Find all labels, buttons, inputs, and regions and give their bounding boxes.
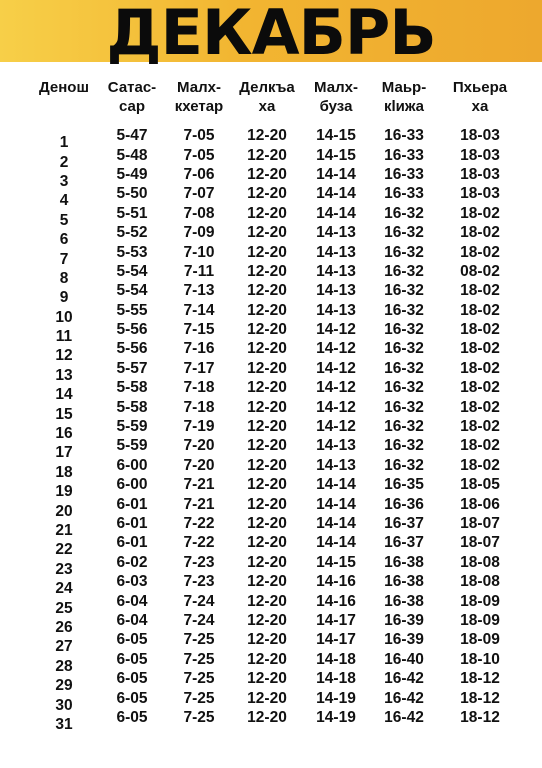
maghrib-time-cell: 16-32	[384, 282, 424, 300]
table-row	[30, 436, 522, 455]
maghrib-time-cell: 16-32	[384, 398, 424, 416]
dhuhr-time-cell: 12-20	[247, 243, 287, 261]
maghrib-time-cell: 16-39	[384, 611, 424, 629]
dhuhr-time-cell: 12-20	[247, 650, 287, 668]
sunrise-time-cell: 7-25	[183, 708, 215, 726]
isha-time-cell: 18-08	[460, 573, 500, 591]
maghrib-time-cell: 16-33	[384, 185, 424, 203]
isha-time-cell: 18-10	[460, 650, 500, 668]
sunrise-time-cell: 7-05	[183, 146, 215, 164]
fajr-time-cell: 5-56	[116, 340, 148, 358]
fajr-time-cell: 5-53	[116, 243, 148, 261]
asr-time-cell: 14-12	[316, 321, 356, 339]
maghrib-time-cell: 16-32	[384, 437, 424, 455]
day-number: 11	[55, 328, 73, 346]
maghrib-time-cell: 16-39	[384, 631, 424, 649]
table-row	[30, 630, 522, 649]
day-number: 25	[55, 599, 73, 617]
asr-time-cell: 14-13	[316, 437, 356, 455]
day-number: 27	[55, 638, 73, 656]
fajr-time-cell: 5-51	[116, 204, 148, 222]
isha-time-cell: 18-07	[460, 515, 500, 532]
maghrib-time-cell: 16-38	[384, 592, 424, 610]
table-row	[30, 145, 522, 164]
sunrise-time-cell: 7-11	[183, 262, 215, 280]
maghrib-time-cell: 16-33	[384, 165, 424, 183]
day-number: 17	[55, 444, 73, 462]
asr-time-cell: 14-12	[316, 418, 356, 436]
asr-time-cell: 14-15	[316, 553, 356, 571]
fajr-time-cell: 6-04	[116, 592, 148, 610]
asr-time-cell: 14-15	[316, 146, 356, 164]
table-row	[30, 262, 522, 281]
table-row	[30, 669, 522, 688]
maghrib-time-cell: 16-37	[384, 534, 424, 552]
isha-column-header: Пхьера ха	[452, 79, 508, 115]
asr-time-cell: 14-14	[316, 165, 356, 183]
table-row	[30, 126, 522, 145]
asr-time-cell: 14-12	[316, 398, 356, 416]
table-body	[30, 126, 522, 733]
fajr-time-cell: 6-00	[116, 476, 148, 494]
dhuhr-time-cell: 12-20	[247, 689, 287, 707]
day-number: 15	[55, 405, 73, 423]
sunrise-time-cell: 7-18	[183, 379, 215, 397]
dhuhr-time-cell: 12-20	[247, 321, 287, 339]
sunrise-time-cell: 7-20	[183, 437, 215, 455]
isha-time-cell: 18-06	[460, 495, 500, 513]
day-number: 9	[59, 289, 69, 307]
isha-time-cell: 18-07	[460, 534, 500, 552]
day-number: 19	[55, 483, 73, 501]
dhuhr-time-cell: 12-20	[247, 476, 287, 494]
isha-time-cell: 18-02	[460, 224, 500, 242]
asr-time-cell: 14-12	[316, 359, 356, 377]
sunrise-time-cell: 7-24	[183, 611, 215, 629]
sunrise-time-cell: 7-22	[183, 515, 215, 532]
isha-time-cell: 18-09	[460, 611, 500, 629]
fajr-time-cell: 6-00	[116, 456, 148, 474]
dhuhr-time-cell: 12-20	[247, 204, 287, 222]
isha-time-cell: 18-08	[460, 553, 500, 571]
day-number: 4	[59, 192, 69, 210]
maghrib-time-cell: 16-37	[384, 515, 424, 532]
dhuhr-time-cell: 12-20	[247, 282, 287, 300]
asr-time-cell: 14-18	[316, 650, 356, 668]
day-number: 6	[59, 231, 69, 249]
fajr-time-cell: 6-05	[116, 670, 148, 688]
day-cell	[30, 126, 98, 152]
day-number: 21	[55, 522, 73, 539]
asr-time-cell: 14-17	[316, 631, 356, 649]
dhuhr-time-cell: 12-20	[247, 631, 287, 649]
table-row	[30, 611, 522, 630]
day-number: 8	[59, 269, 69, 287]
table-row	[30, 553, 522, 572]
maghrib-time-cell: 16-32	[384, 262, 424, 280]
day-number: 3	[59, 172, 69, 190]
dhuhr-time-cell: 12-20	[247, 340, 287, 358]
sunrise-time-cell: 7-06	[183, 165, 215, 183]
asr-time-cell: 14-15	[316, 127, 356, 145]
table-row	[30, 591, 522, 610]
asr-time-cell: 14-19	[316, 689, 356, 707]
sunrise-time-cell: 7-21	[183, 495, 215, 513]
page-title: ДЕКАБРЬ	[106, 0, 436, 69]
day-number: 16	[55, 425, 73, 443]
table-row	[30, 359, 522, 378]
sunrise-time-cell: 7-25	[183, 631, 215, 649]
dhuhr-time-cell: 12-20	[247, 495, 287, 513]
isha-time-cell: 18-02	[460, 243, 500, 261]
table-row	[30, 533, 522, 552]
day-number: 2	[59, 153, 69, 171]
table-row	[30, 650, 522, 669]
isha-time-cell: 18-05	[460, 476, 500, 494]
fajr-time-cell: 5-52	[116, 224, 148, 242]
maghrib-time-cell: 16-32	[384, 340, 424, 358]
asr-time-cell: 14-14	[316, 495, 356, 513]
asr-time-cell: 14-14	[316, 204, 356, 222]
asr-time-cell: 14-16	[316, 573, 356, 591]
table-row	[30, 339, 522, 358]
maghrib-time-cell: 16-38	[384, 573, 424, 591]
sunrise-time-cell: 7-15	[183, 321, 215, 339]
maghrib-time-cell: 16-42	[384, 689, 424, 707]
maghrib-column-header: Маьр- кlижа	[381, 79, 427, 115]
fajr-time-cell: 5-47	[116, 127, 148, 145]
maghrib-time-cell: 16-32	[384, 321, 424, 339]
fajr-time-cell: 5-55	[116, 301, 148, 319]
dhuhr-time-cell: 12-20	[247, 553, 287, 571]
sunrise-time-cell: 7-09	[183, 224, 215, 242]
sunrise-time-cell: 7-24	[183, 592, 215, 610]
isha-time-cell: 18-02	[460, 398, 500, 416]
asr-time-cell: 14-17	[316, 611, 356, 629]
day-number: 12	[55, 347, 73, 365]
asr-time-cell: 14-14	[316, 476, 356, 494]
fajr-time-cell: 5-56	[116, 321, 148, 339]
fajr-time-cell: 5-49	[116, 165, 148, 183]
table-row	[30, 378, 522, 397]
table-row	[30, 165, 522, 184]
dhuhr-time-cell: 12-20	[247, 573, 287, 591]
day-number: 18	[55, 463, 73, 481]
dhuhr-time-cell: 12-20	[247, 359, 287, 377]
fajr-time-cell: 5-59	[116, 418, 148, 436]
fajr-time-cell: 5-57	[116, 359, 148, 377]
maghrib-time-cell: 16-32	[384, 379, 424, 397]
asr-time-cell: 14-16	[316, 592, 356, 610]
sunrise-time-cell: 7-21	[183, 476, 215, 494]
dhuhr-time-cell: 12-20	[247, 127, 287, 145]
day-number: 26	[55, 618, 73, 636]
maghrib-time-cell: 16-32	[384, 224, 424, 242]
asr-column-header: Малх- буза	[314, 79, 358, 115]
sunrise-time-cell: 7-16	[183, 340, 215, 358]
asr-time-cell: 14-13	[316, 243, 356, 261]
fajr-time-cell: 6-05	[116, 689, 148, 707]
fajr-time-cell: 5-58	[116, 398, 148, 416]
table-row	[30, 708, 522, 727]
isha-time-cell: 18-02	[460, 321, 500, 339]
maghrib-time-cell: 16-42	[384, 708, 424, 726]
table-row	[30, 475, 522, 494]
fajr-time-cell: 5-48	[116, 146, 148, 164]
asr-time-cell: 14-13	[316, 301, 356, 319]
sunrise-time-cell: 7-07	[183, 185, 215, 203]
table-row	[30, 572, 522, 591]
isha-time-cell: 18-03	[460, 185, 500, 203]
dhuhr-time-cell: 12-20	[247, 534, 287, 552]
dhuhr-time-cell: 12-20	[247, 515, 287, 532]
day-number: 30	[55, 696, 73, 714]
table-row	[30, 514, 522, 533]
table-row	[30, 456, 522, 475]
asr-time-cell: 14-13	[316, 224, 356, 242]
dhuhr-time-cell: 12-20	[247, 146, 287, 164]
sunrise-time-cell: 7-20	[183, 456, 215, 474]
sunrise-time-cell: 7-17	[183, 359, 215, 377]
dhuhr-time-cell: 12-20	[247, 592, 287, 610]
day-number: 31	[55, 715, 73, 733]
sunrise-time-cell: 7-25	[183, 650, 215, 668]
table-row	[30, 417, 522, 436]
isha-time-cell: 18-02	[460, 379, 500, 397]
sunrise-time-cell: 7-05	[183, 127, 215, 145]
isha-time-cell: 18-03	[460, 165, 500, 183]
day-number: 5	[59, 211, 69, 229]
isha-time-cell: 18-02	[460, 359, 500, 377]
isha-time-cell: 18-02	[460, 456, 500, 474]
asr-time-cell: 14-14	[316, 515, 356, 532]
table-row	[30, 223, 522, 242]
isha-time-cell: 18-12	[460, 670, 500, 688]
fajr-time-cell: 5-58	[116, 379, 148, 397]
maghrib-time-cell: 16-33	[384, 146, 424, 164]
isha-time-cell: 18-02	[460, 340, 500, 358]
day-number: 7	[59, 250, 69, 268]
sunrise-time-cell: 7-23	[183, 573, 215, 591]
asr-time-cell: 14-12	[316, 340, 356, 358]
maghrib-time-cell: 16-40	[384, 650, 424, 668]
isha-time-cell: 18-02	[460, 282, 500, 300]
sunrise-time-cell: 7-08	[183, 204, 215, 222]
maghrib-time-cell: 16-42	[384, 670, 424, 688]
fajr-time-cell: 6-05	[116, 708, 148, 726]
day-number: 29	[55, 677, 73, 695]
day-number: 20	[55, 502, 73, 520]
asr-time-cell: 14-13	[316, 262, 356, 280]
fajr-time-cell: 6-04	[116, 611, 148, 629]
maghrib-time-cell: 16-32	[384, 456, 424, 474]
day-number: 22	[55, 541, 73, 559]
table-row	[30, 494, 522, 513]
dhuhr-time-cell: 12-20	[247, 398, 287, 416]
sunrise-column-header: Малх- кхетар	[174, 79, 224, 115]
dhuhr-time-cell: 12-20	[247, 165, 287, 183]
table-row	[30, 688, 522, 707]
sunrise-time-cell: 7-13	[183, 282, 215, 300]
isha-time-cell: 18-12	[460, 708, 500, 726]
isha-time-cell: 18-02	[460, 204, 500, 222]
maghrib-time-cell: 16-32	[384, 301, 424, 319]
dhuhr-time-cell: 12-20	[247, 437, 287, 455]
day-number: 1	[59, 134, 69, 152]
dhuhr-time-cell: 12-20	[247, 301, 287, 319]
asr-time-cell: 14-13	[316, 456, 356, 474]
sunrise-time-cell: 7-23	[183, 553, 215, 571]
fajr-column-header: Сатас- сар	[107, 79, 157, 115]
asr-time-cell: 14-19	[316, 708, 356, 726]
dhuhr-time-cell: 12-20	[247, 418, 287, 436]
maghrib-time-cell: 16-32	[384, 359, 424, 377]
table-row	[30, 242, 522, 261]
sunrise-time-cell: 7-25	[183, 670, 215, 688]
table-row	[30, 204, 522, 223]
maghrib-time-cell: 16-32	[384, 418, 424, 436]
dhuhr-time-cell: 12-20	[247, 224, 287, 242]
maghrib-time-cell: 16-32	[384, 243, 424, 261]
isha-time-cell: 18-03	[460, 127, 500, 145]
dhuhr-time-cell: 12-20	[247, 185, 287, 203]
asr-time-cell: 14-13	[316, 282, 356, 300]
day-number: 10	[55, 308, 73, 326]
day-column-header: Денош	[39, 79, 89, 96]
sunrise-time-cell: 7-14	[183, 301, 215, 319]
day-number: 28	[55, 657, 73, 675]
fajr-time-cell: 6-03	[116, 573, 148, 591]
sunrise-time-cell: 7-25	[183, 689, 215, 707]
asr-time-cell: 14-18	[316, 670, 356, 688]
dhuhr-time-cell: 12-20	[247, 708, 287, 726]
isha-time-cell: 18-09	[460, 631, 500, 649]
day-number: 23	[55, 560, 73, 578]
maghrib-time-cell: 16-36	[384, 495, 424, 513]
fajr-time-cell: 5-54	[116, 262, 148, 280]
fajr-time-cell: 5-50	[116, 185, 148, 203]
maghrib-time-cell: 16-33	[384, 127, 424, 145]
asr-time-cell: 14-14	[316, 185, 356, 203]
isha-time-cell: 18-12	[460, 689, 500, 707]
dhuhr-time-cell: 12-20	[247, 262, 287, 280]
dhuhr-time-cell: 12-20	[247, 456, 287, 474]
sunrise-time-cell: 7-22	[183, 534, 215, 552]
sunrise-time-cell: 7-18	[183, 398, 215, 416]
dhuhr-time-cell: 12-20	[247, 670, 287, 688]
table-header-row	[30, 76, 522, 126]
fajr-time-cell: 5-54	[116, 282, 148, 300]
isha-time-cell: 08-02	[460, 262, 500, 280]
isha-time-cell: 18-02	[460, 301, 500, 319]
dhuhr-time-cell: 12-20	[247, 611, 287, 629]
prayer-times-table	[30, 76, 522, 733]
maghrib-time-cell: 16-38	[384, 553, 424, 571]
fajr-time-cell: 6-05	[116, 650, 148, 668]
table-row	[30, 397, 522, 416]
day-number: 24	[55, 580, 73, 598]
table-row	[30, 184, 522, 203]
dhuhr-column-header: Делкъа ха	[239, 79, 295, 115]
fajr-time-cell: 6-01	[116, 534, 148, 552]
sunrise-time-cell: 7-19	[183, 418, 215, 436]
fajr-time-cell: 6-05	[116, 631, 148, 649]
fajr-time-cell: 6-01	[116, 495, 148, 513]
isha-time-cell: 18-09	[460, 592, 500, 610]
isha-time-cell: 18-02	[460, 437, 500, 455]
sunrise-time-cell: 7-10	[183, 243, 215, 261]
isha-time-cell: 18-03	[460, 146, 500, 164]
day-number: 14	[55, 386, 73, 404]
table-row	[30, 281, 522, 300]
fajr-time-cell: 6-01	[116, 515, 148, 532]
asr-time-cell: 14-14	[316, 534, 356, 552]
day-number: 13	[55, 366, 73, 384]
asr-time-cell: 14-12	[316, 379, 356, 397]
fajr-time-cell: 6-02	[116, 553, 148, 571]
maghrib-time-cell: 16-32	[384, 204, 424, 222]
table-row	[30, 320, 522, 339]
fajr-time-cell: 5-59	[116, 437, 148, 455]
isha-time-cell: 18-02	[460, 418, 500, 436]
maghrib-time-cell: 16-35	[384, 476, 424, 494]
table-row	[30, 301, 522, 320]
dhuhr-time-cell: 12-20	[247, 379, 287, 397]
